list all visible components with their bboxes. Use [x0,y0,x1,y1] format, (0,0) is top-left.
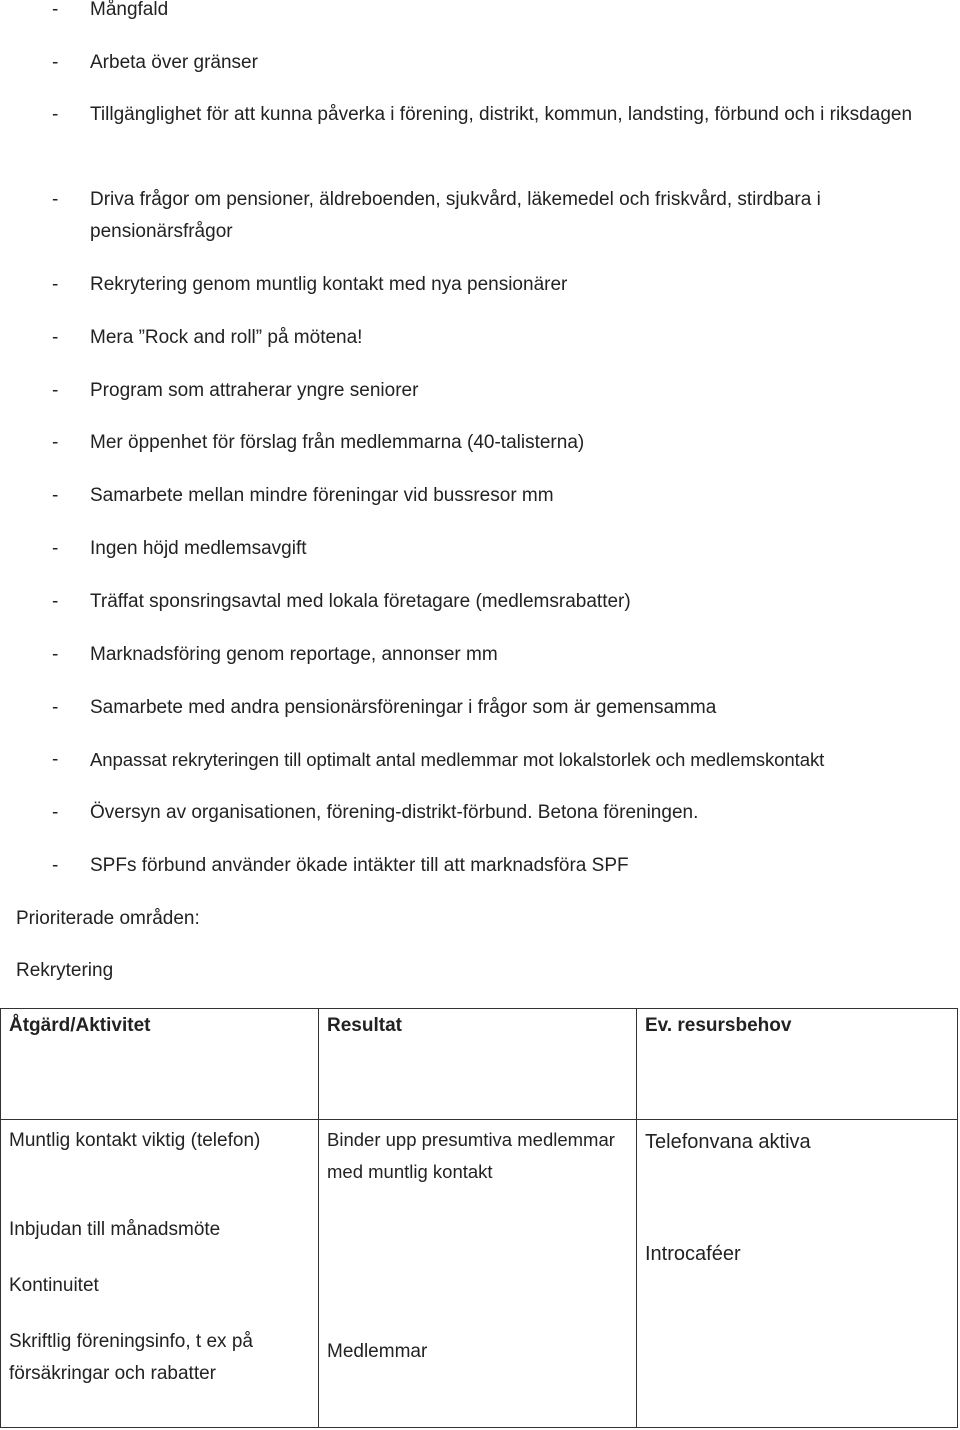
list-item: - Mångfald [52,0,168,26]
list-item: - Översyn av organisationen, förening-distrikt-förbund. Betona föreningen. [52,802,699,823]
list-item: Medlemmar [327,1341,428,1362]
list-item: - Program som attraherar yngre seniorer [52,380,419,401]
list-item: - Ingen höjd medlemsavgift [52,538,307,559]
list-item: - Samarbete med andra pensionärsföreningar i frågor som är gemensamma [52,697,717,718]
list-item: Inbjudan till månadsmöte [9,1219,221,1240]
list-item: Telefonvana aktiva [645,1131,811,1153]
header-action: Åtgärd/Aktivitet [1,1009,319,1120]
bullet-dash: - [52,0,59,20]
header-resources: Ev. resursbehov [637,1009,958,1120]
list-item: Muntlig kontakt viktig (telefon) [9,1130,261,1151]
list-item: Skriftlig föreningsinfo, t ex på försäkringar och rabatter [9,1331,253,1384]
table-header-row [1,1009,958,1120]
table-row [1,1120,958,1428]
cell-resources [637,1120,958,1428]
list-item: - Marknadsföring genom reportage, annonser mm [52,644,498,665]
list-item: Kontinuitet [9,1275,99,1296]
action-table [0,1008,958,1428]
list-item: - Mera ”Rock and roll” på mötena! [52,327,363,348]
list-item: Binder upp presumtiva medlemmar med muntlig kontakt [327,1129,615,1182]
list-item: - Tillgänglighet för att kunna påverka i förening, distrikt, kommun, landsting, förbund och i riksdagen [52,104,913,125]
list-item: - Anpassat rekryteringen till optimalt antal medlemmar mot lokalstorlek och medlemskontakt [52,749,825,770]
list-item: - Arbeta över gränser [52,52,258,73]
list-item: - Mer öppenhet för förslag från medlemmarna (40-talisterna) [52,432,585,453]
cell-actions [1,1120,319,1428]
list-item: - Driva frågor om pensioner, äldreboenden, sjukvård, läkemedel och friskvård, stirdbara i pensionärsfrågor [52,189,821,242]
cell-results [319,1120,637,1428]
list-item: - Träffat sponsringsavtal med lokala företagare (medlemsrabatter) [52,591,631,612]
prioritized-heading: Prioriterade områden: [16,908,200,929]
list-item: - SPFs förbund använder ökade intäkter till att marknadsföra SPF [52,855,629,876]
list-item: Introcaféer [645,1243,741,1265]
list-item: - Samarbete mellan mindre föreningar vid bussresor mm [52,485,554,506]
section-heading: Rekrytering [16,960,114,981]
list-item: - Rekrytering genom muntlig kontakt med nya pensionärer [52,274,568,295]
header-result: Resultat [319,1009,637,1120]
